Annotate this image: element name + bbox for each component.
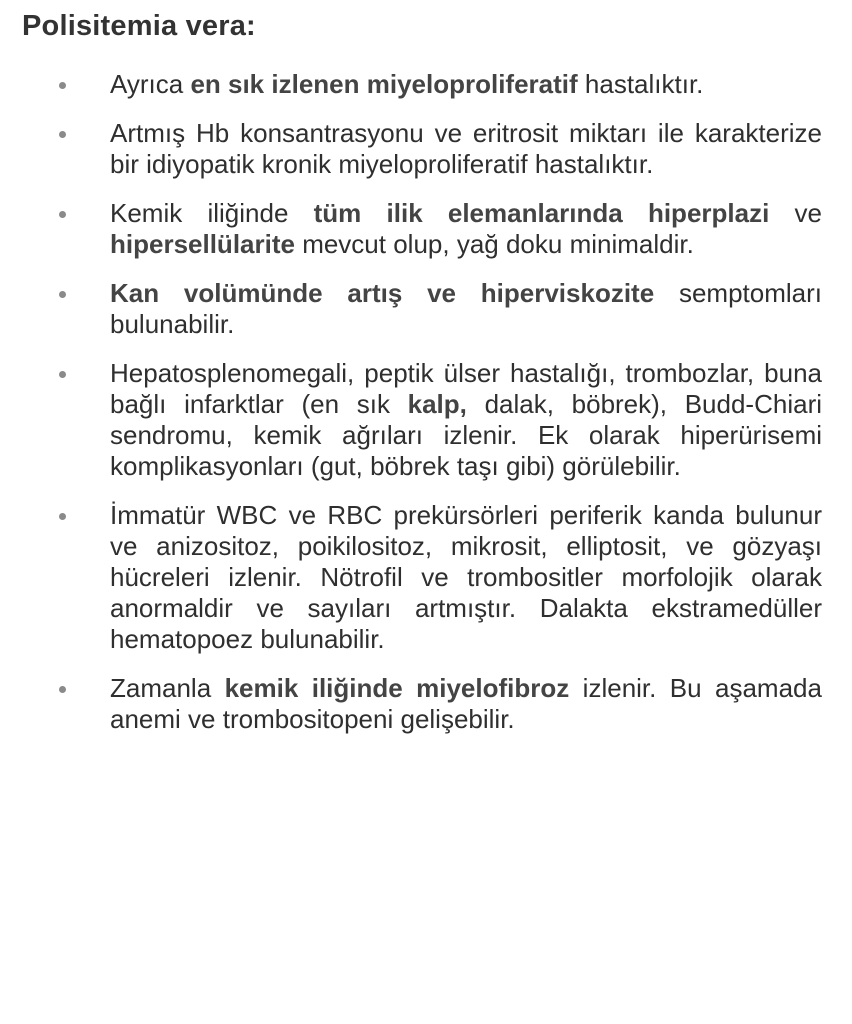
bullet-text: ve — [769, 198, 822, 228]
bullet-dot-icon — [59, 131, 66, 138]
bullet-dot-icon — [59, 291, 66, 298]
bullet-text: hastalıktır. — [577, 69, 704, 99]
bullet-item — [22, 198, 822, 260]
bullet-text: semptomları bulunabilir. — [110, 278, 822, 339]
bullet-item — [22, 118, 822, 180]
bullet-dot-icon — [59, 82, 66, 89]
bullet-list — [22, 69, 822, 735]
bullet-bold-text: Kan volümünde artış ve hiperviskozite — [110, 278, 655, 308]
bullet-text: mevcut olup, yağ doku minimaldir. — [294, 229, 694, 259]
bullet-bold-text: kalp, — [407, 389, 467, 419]
bullet-dot-icon — [59, 686, 66, 693]
bullet-text: Ayrıca — [110, 69, 191, 99]
bullet-item — [22, 69, 822, 100]
bullet-text: Kemik iliğinde — [110, 198, 314, 228]
bullet-dot-icon — [59, 211, 66, 218]
page-title: Polisitemia vera: — [22, 10, 256, 42]
bullet-item — [22, 358, 822, 482]
bullet-item — [22, 500, 822, 655]
bullet-text: İmmatür WBC ve RBC prekürsörleri periferik kanda bulunur ve anizositoz, poikilositoz, mikrosit, elliptosit, ve gözyaşı hücreleri izlenir. Nötrofil ve trombositler morfolojik olarak anormaldir ve sayıları artmıştır. Dalakta ekstramedüller hematopoez bulunabilir. — [110, 500, 822, 654]
bullet-text: dalak, böbrek), Budd-Chiari sendromu, kemik ağrıları izlenir. Ek olarak hiperürisemi komplikasyonları (gut, böbrek taşı gibi) görülebilir. — [110, 389, 823, 481]
bullet-bold-text: en sık izlenen miyeloproliferatif — [190, 69, 578, 99]
bullet-bold-text: kemik iliğinde miyelofibroz — [224, 673, 570, 703]
bullet-item — [22, 278, 822, 340]
bullet-text: Hepatosplenomegali, peptik ülser hastalığı, trombozlar, buna bağlı infarktlar (en sık — [110, 358, 822, 419]
bullet-bold-text: tüm ilik elemanlarında hiperplazi — [313, 198, 770, 228]
bullet-text: Zamanla — [110, 673, 225, 703]
bullet-bold-text: hipersellülarite — [110, 229, 295, 259]
bullet-item — [22, 673, 822, 735]
bullet-text: Artmış Hb konsantrasyonu ve eritrosit miktarı ile karakterize bir idiyopatik kronik miyeloproliferatif hastalıktır. — [110, 118, 822, 179]
bullet-dot-icon — [59, 513, 66, 520]
bullet-dot-icon — [59, 371, 66, 378]
bullet-text: izlenir. Bu aşamada anemi ve trombositopeni gelişebilir. — [110, 673, 822, 734]
